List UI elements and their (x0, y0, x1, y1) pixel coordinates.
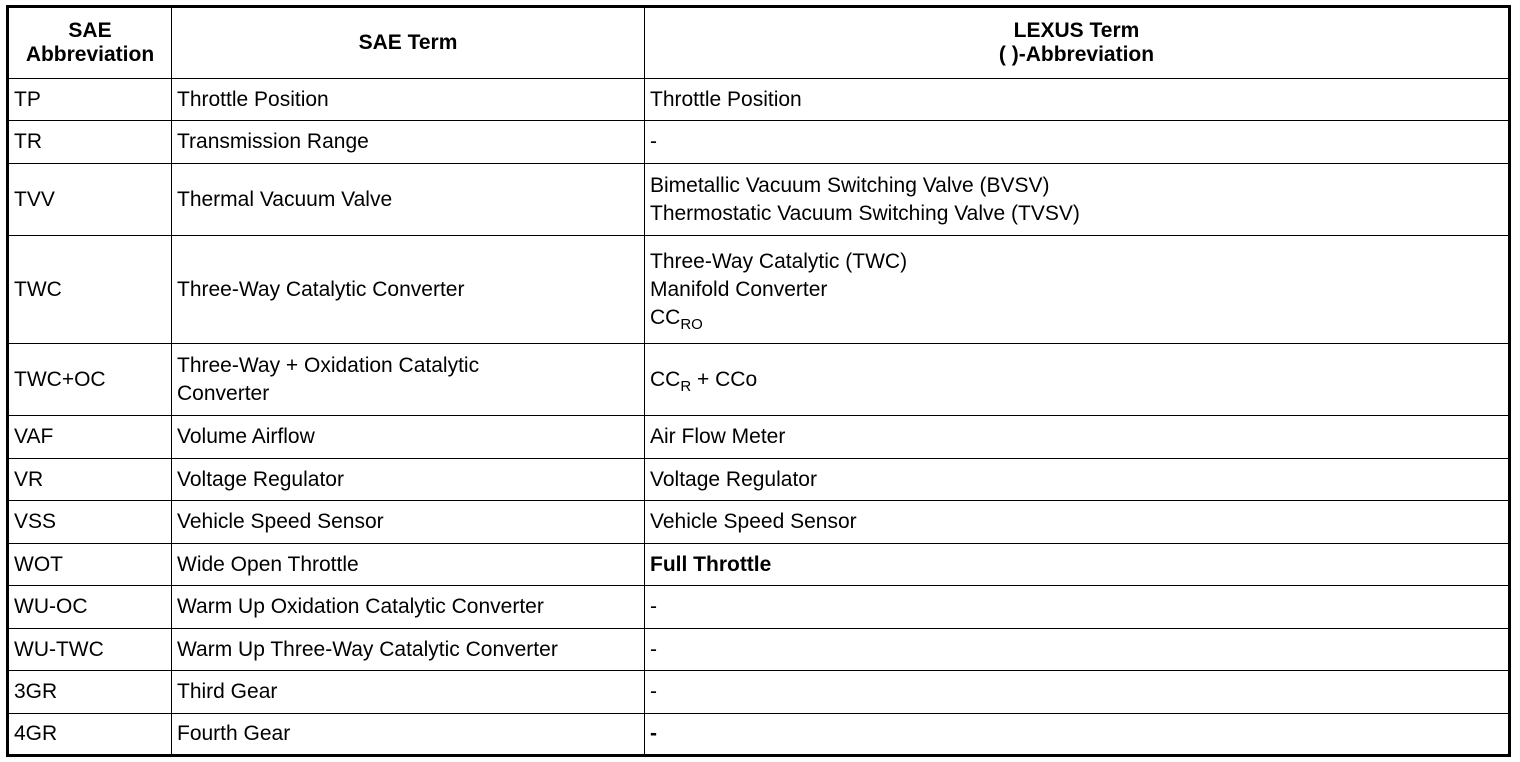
sae-term-text: Fourth Gear (177, 722, 291, 745)
sae-term-cell (172, 671, 645, 714)
lexus-term-cell (645, 416, 1510, 459)
sae-term-text: Vehicle Speed Sensor (177, 510, 384, 533)
sae-term-cell (172, 501, 645, 544)
lexus-term-line (650, 276, 1503, 304)
sae-term-cell (172, 629, 645, 671)
lexus-term-line (650, 128, 1503, 156)
lexus-term-line (650, 508, 1503, 536)
lexus-term-line (650, 86, 1503, 114)
lexus-term-cell (645, 714, 1510, 756)
lexus-term-text: - (650, 680, 657, 703)
header-text: SAE Term (358, 31, 458, 54)
sae-term-text: Three-Way Catalytic Converter (177, 277, 465, 301)
lexus-term-text: Bimetallic Vacuum Switching Valve (BVSV) (650, 173, 1050, 197)
lexus-term-text: Voltage Regulator (650, 467, 817, 491)
lexus-term-cell (645, 544, 1510, 586)
sae-term-cell (172, 344, 645, 416)
sae-term-cell (172, 164, 645, 236)
lexus-term-line (650, 678, 1503, 706)
lexus-term-text: Thermostatic Vacuum Switching Valve (TVSV) (650, 201, 1080, 225)
sae-term-text: Wide Open Throttle (177, 552, 359, 576)
abbreviation-table (6, 5, 1511, 757)
table-body (8, 79, 1510, 756)
lexus-term-line (650, 636, 1503, 664)
lexus-term-cell (645, 671, 1510, 714)
header-text: ( )-Abbreviation (998, 43, 1155, 66)
sae-term-text: Three-Way + Oxidation Catalytic (177, 353, 480, 377)
lexus-term-cell (645, 501, 1510, 544)
sae-term-cell (172, 459, 645, 501)
sae-abbreviation-cell: VR (8, 459, 172, 501)
header-sae-abbreviation (8, 7, 172, 79)
sae-term-cell (172, 236, 645, 344)
sae-term-text: Transmission Range (177, 130, 369, 153)
lexus-term-text: + CCo (691, 367, 758, 391)
lexus-term-text: CC (650, 305, 681, 329)
sae-term-text: Thermal Vacuum Valve (177, 187, 393, 211)
lexus-term-text: - (650, 722, 657, 745)
lexus-term-cell (645, 79, 1510, 121)
lexus-term-text: Full Throttle (650, 552, 772, 576)
sae-term-cell (172, 79, 645, 121)
sae-abbreviation-cell: VSS (8, 501, 172, 544)
lexus-term-text: Air Flow Meter (650, 425, 786, 448)
table-row (8, 586, 1510, 629)
sae-abbreviation-cell: TWC+OC (8, 344, 172, 416)
sae-abbreviation-cell: TR (8, 121, 172, 164)
lexus-term-line (650, 304, 1503, 332)
lexus-term-subscript: RO (680, 315, 703, 333)
lexus-term-line (650, 423, 1503, 451)
sae-term-text: Warm Up Oxidation Catalytic Converter (177, 595, 544, 618)
table-row (8, 714, 1510, 756)
lexus-term-cell (645, 236, 1510, 344)
sae-abbreviation-cell: VAF (8, 416, 172, 459)
sae-term-cell (172, 586, 645, 629)
lexus-term-line (650, 593, 1503, 621)
lexus-term-text: - (650, 595, 657, 618)
sae-term-text: Warm Up Three-Way Catalytic Converter (177, 637, 558, 661)
header-text: LEXUS Term (1013, 19, 1140, 42)
lexus-term-line (650, 551, 1503, 579)
lexus-term-text: - (650, 637, 657, 661)
sae-abbreviation-cell: WU-TWC (8, 629, 172, 671)
table-row (8, 236, 1510, 344)
lexus-term-cell (645, 459, 1510, 501)
lexus-term-text: Throttle Position (650, 87, 802, 111)
sae-term-cell (172, 714, 645, 756)
sae-abbreviation-cell: 4GR (8, 714, 172, 756)
lexus-term-cell (645, 164, 1510, 236)
sae-term-text: Third Gear (177, 680, 278, 703)
table-row (8, 121, 1510, 164)
lexus-term-cell (645, 121, 1510, 164)
sae-abbreviation-cell: TVV (8, 164, 172, 236)
lexus-term-line (650, 720, 1503, 748)
lexus-term-line (650, 248, 1503, 276)
lexus-term-cell (645, 344, 1510, 416)
table-row (8, 79, 1510, 121)
sae-term-text: Volume Airflow (177, 425, 315, 448)
header-lexus-term (645, 7, 1510, 79)
sae-term-cell (172, 416, 645, 459)
table-header-row (8, 7, 1510, 79)
lexus-term-line (650, 200, 1503, 228)
lexus-term-line (650, 466, 1503, 494)
sae-term-text: Throttle Position (177, 87, 329, 111)
lexus-term-line (650, 366, 1503, 394)
table-row (8, 629, 1510, 671)
sae-abbreviation-cell: WOT (8, 544, 172, 586)
lexus-term-text: Manifold Converter (650, 277, 828, 301)
sae-abbreviation-cell: TWC (8, 236, 172, 344)
header-sae-term (172, 7, 645, 79)
lexus-term-text: Three-Way Catalytic (TWC) (650, 249, 908, 273)
sae-term-text: Converter (177, 381, 270, 405)
lexus-term-subscript: R (680, 377, 692, 395)
lexus-term-cell (645, 586, 1510, 629)
sae-term-cell (172, 121, 645, 164)
table-row (8, 459, 1510, 501)
sae-term-text: Voltage Regulator (177, 467, 344, 491)
table-row (8, 344, 1510, 416)
table-row (8, 501, 1510, 544)
sae-term-cell (172, 544, 645, 586)
lexus-term-line (650, 172, 1503, 200)
sae-abbreviation-cell: 3GR (8, 671, 172, 714)
table-row (8, 544, 1510, 586)
lexus-term-text: - (650, 130, 657, 153)
lexus-term-text: CC (650, 367, 681, 391)
table-row (8, 416, 1510, 459)
table-row (8, 164, 1510, 236)
header-text: SAE (68, 19, 112, 42)
sae-abbreviation-cell: TP (8, 79, 172, 121)
table-row (8, 671, 1510, 714)
lexus-term-text: Vehicle Speed Sensor (650, 510, 857, 533)
header-text: Abbreviation (25, 43, 155, 66)
lexus-term-cell (645, 629, 1510, 671)
sae-abbreviation-cell: WU-OC (8, 586, 172, 629)
